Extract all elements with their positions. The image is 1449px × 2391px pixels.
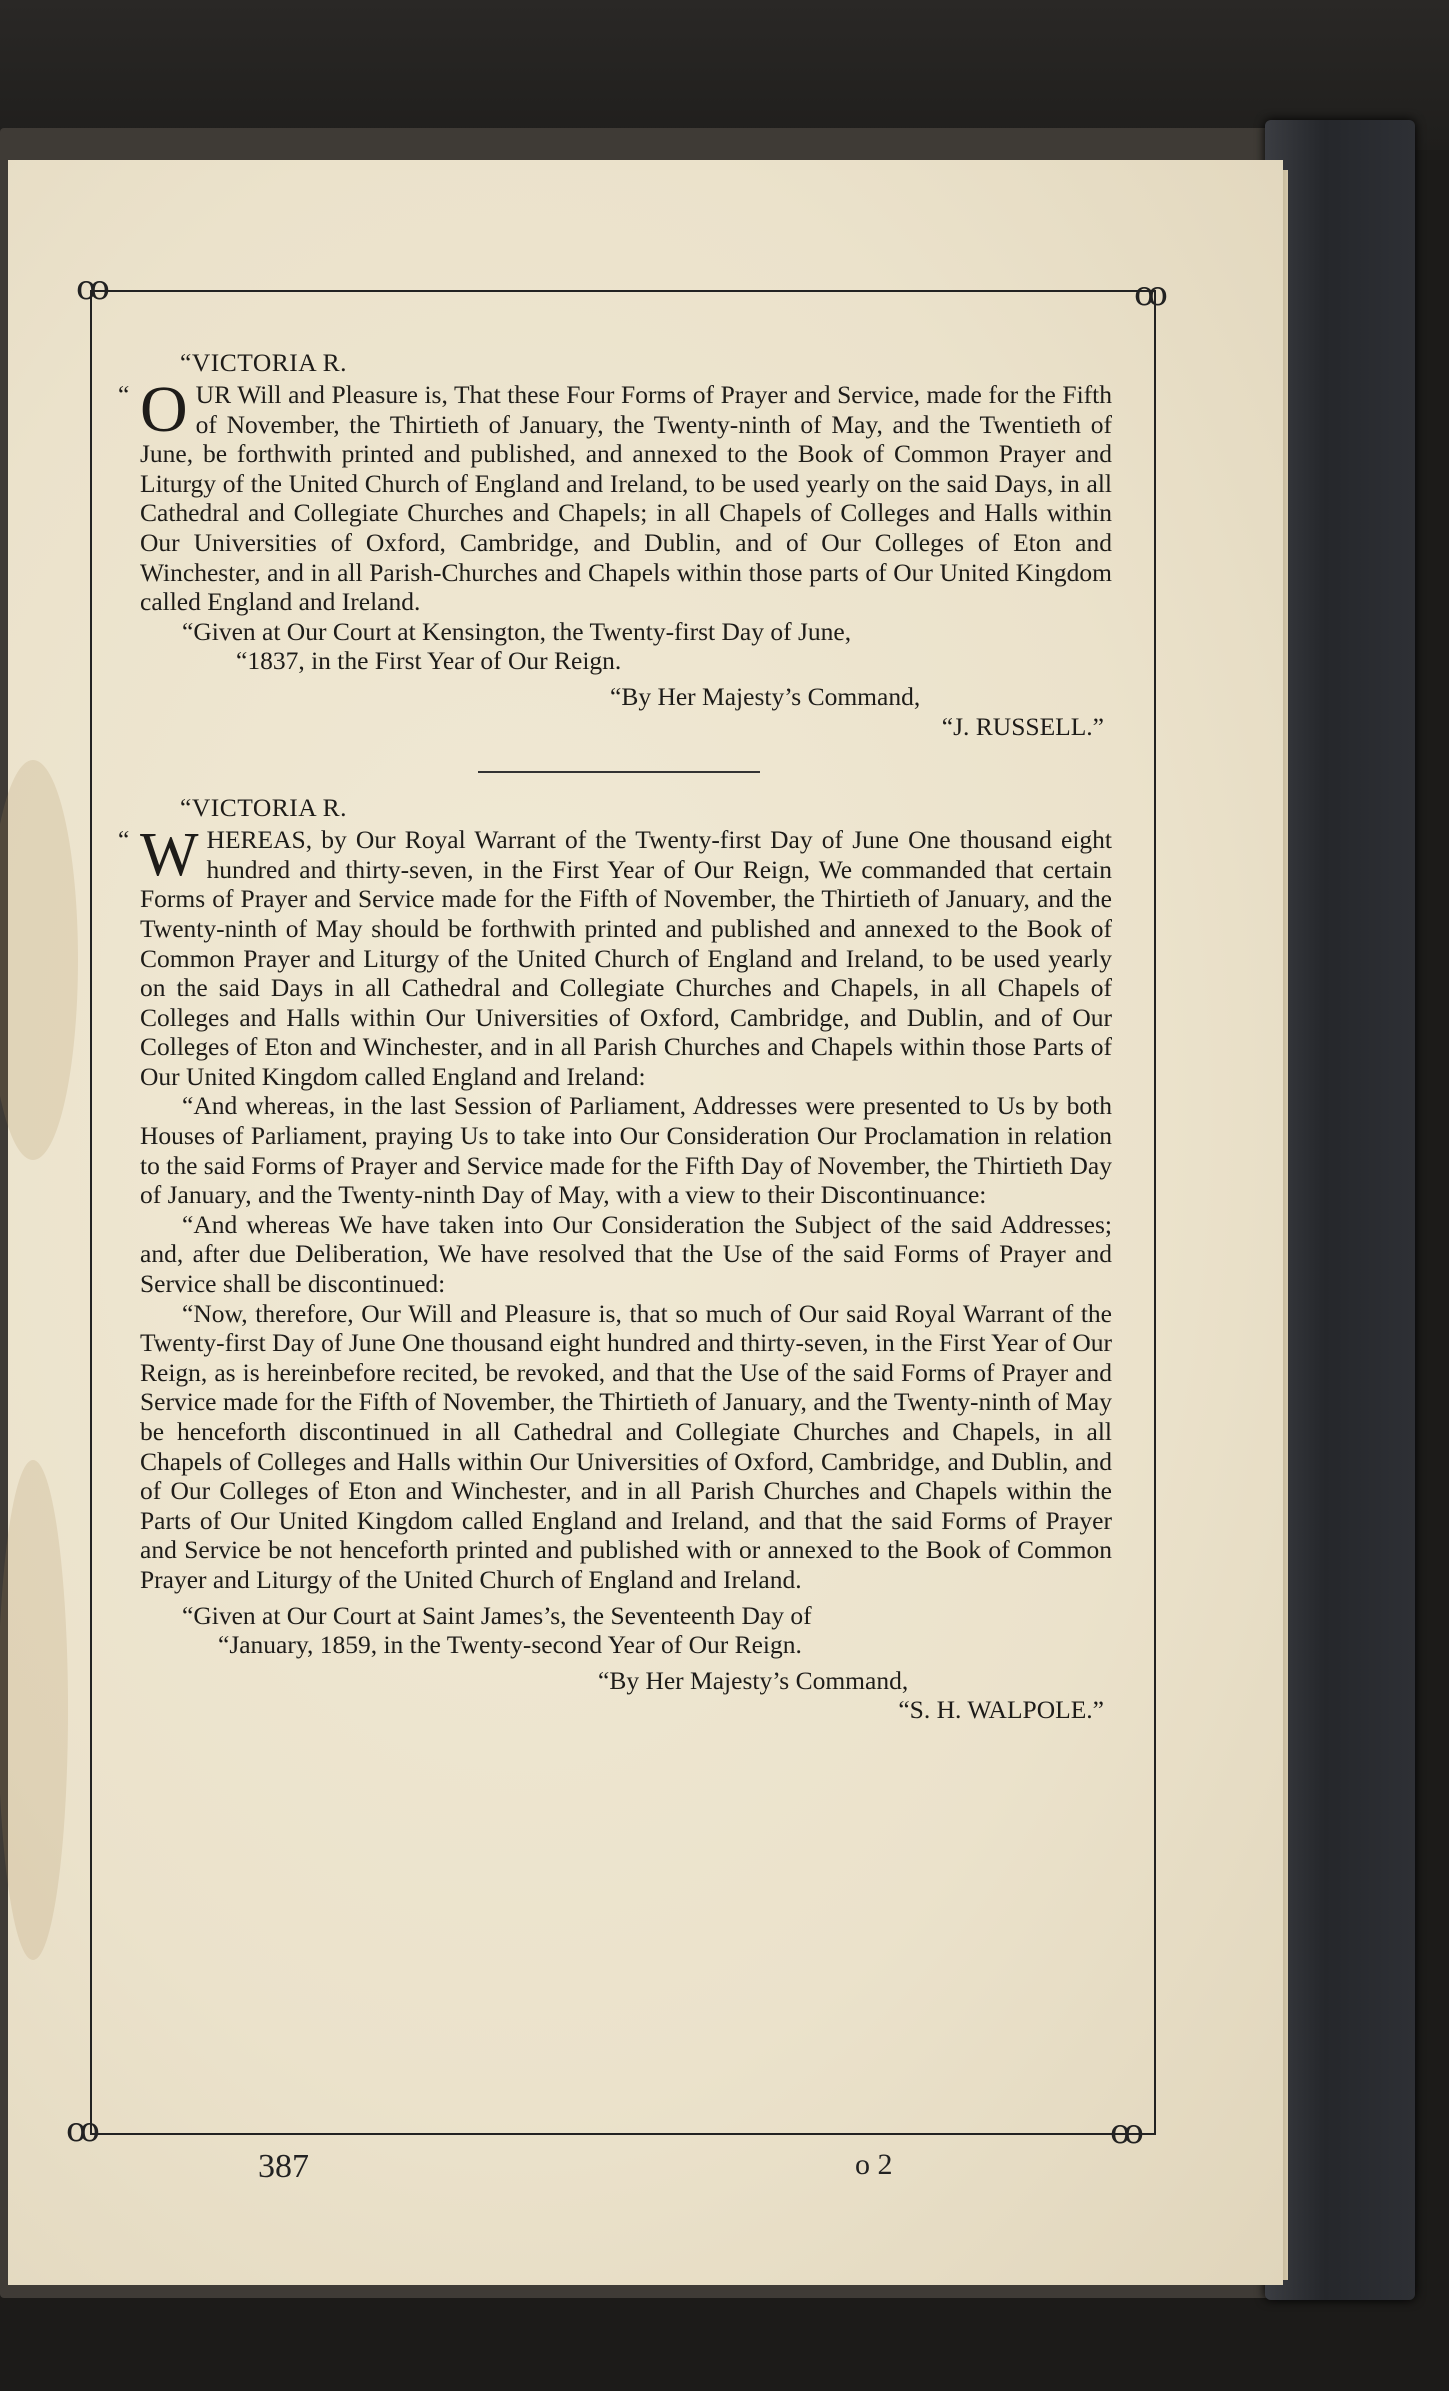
given-at-line: “Given at Our Court at Saint James’s, the Seventeenth Day of <box>182 1600 812 1630</box>
opening-quote: “ <box>118 825 130 855</box>
corner-ornament-icon: ꝏ <box>76 270 110 307</box>
bottom-rule <box>90 2133 1154 2135</box>
proclamation-body <box>118 373 1112 617</box>
given-at-line: “1837, in the First Year of Our Reign. <box>236 646 622 676</box>
page-stain <box>0 760 78 1160</box>
opening-quote: “ <box>118 380 130 409</box>
paragraph: “And whereas, in the last Session of Parliament, Addresses were presented to Us by both Houses of Parliament, praying Us to take into Our Consideration Our Proclamation in relation to the said Forms of Prayer and Service made for the Fifth Day of November, the Thirtieth Day of January, and the Twenty-ninth Day of May, with a view to their Discontinuance: <box>140 1091 1112 1210</box>
given-at-line: “January, 1859, in the Twenty-second Year of Our Reign. <box>218 1630 802 1660</box>
proclamation-heading: “VICTORIA R. <box>180 793 348 823</box>
signature: “J. RUSSELL.” <box>941 711 1104 741</box>
drop-capital: W <box>140 821 199 890</box>
command-line: “By Her Majesty’s Command, <box>598 1665 909 1695</box>
proclamation-heading: “VICTORIA R. <box>180 348 348 377</box>
paragraph-text: HEREAS, by Our Royal Warrant of the Twenty-first Day of June One thousand eight hundred and thirty-seven, in the First Year of Our Reign, We commanded that certain Forms of Prayer and Service made for the Fifth of November, the Thirtieth of January, and the Twenty-ninth of May should be forthwith printed and published and annexed to the Book of Common Prayer and Liturgy of the United Church of England and Ireland, to be used yearly on the said Days in all Cathedral and Collegiate Churches and Chapels, in all Chapels of Colleges and Halls within Our Universities of Oxford, Cambridge, and Dublin, and of Our Colleges of Eton and Winchester, and in all Parish Churches and Chapels within those Parts of Our United Kingdom called England and Ireland: <box>140 825 1112 1091</box>
paragraph: “Now, therefore, Our Will and Pleasure is, that so much of Our said Royal Warrant of the Twenty-first Day of June One thousand eight hundred and thirty-seven, in the First Year of Our Reign, as is hereinbefore recited, be revoked, and that the Use of the said Forms of Prayer and Service made for the Fifth of November, the Thirtieth of January, and the Twenty-ninth of May be henceforth discontinued in all Cathedral and Collegiate Churches and Chapels, in all Chapels of Colleges and Halls within Our Universities of Oxford, Cambridge, and Dublin, and of Our Colleges of Eton and Winchester, and in all Parish Churches and Chapels within the Parts of Our United Kingdom called England and Ireland, and that the said Forms of Prayer and Service be not henceforth printed and published with or annexed to the Book of Common Prayer and Liturgy of the United Church of England and Ireland. <box>140 1298 1112 1594</box>
command-line: “By Her Majesty’s Command, <box>610 681 921 711</box>
proclamation-1859 <box>118 793 1112 1725</box>
paragraph-text: UR Will and Pleasure is, That these Four Forms of Prayer and Service, made for the Fifth of November, the Thirtieth of January, the Twenty-ninth of May, and the Twentieth of June, be forthwith printed and published, and annexed to the Book of Common Prayer and Liturgy of the United Church of England and Ireland, to be used yearly on the said Days, in all Cathedral and Collegiate Churches and Chapels; in all Chapels of Colleges and Halls within Our Universities of Oxford, Cambridge, and Dublin, and of Our Colleges of Eton and Winchester, and in all Parish-Churches and Chapels within those parts of Our United Kingdom called England and Ireland. <box>140 380 1112 617</box>
signature-mark: o 2 <box>855 2148 893 2181</box>
drop-capital: O <box>140 373 188 446</box>
corner-ornament-icon: ꝏ <box>1110 2114 1144 2151</box>
paragraph: “And whereas We have taken into Our Consideration the Subject of the said Addresses; and, after due Deliberation, We have resolved that the Use of the said Forms of Prayer and Service shall be discontinued: <box>140 1209 1112 1299</box>
top-rule <box>90 290 1154 292</box>
proclamation-body <box>118 821 1112 1091</box>
signature: “S. H. WALPOLE.” <box>898 1695 1104 1725</box>
page-text <box>118 348 1112 1725</box>
page-number: 387 <box>258 2148 309 2185</box>
proclamation-1837 <box>118 348 1112 741</box>
corner-ornament-icon: ꝏ <box>66 2112 100 2149</box>
corner-ornament-icon: ꝏ <box>1134 276 1168 313</box>
section-divider <box>478 771 760 773</box>
given-at-line: “Given at Our Court at Kensington, the Twenty-first Day of June, <box>182 616 852 646</box>
page-stain <box>0 1460 68 1960</box>
